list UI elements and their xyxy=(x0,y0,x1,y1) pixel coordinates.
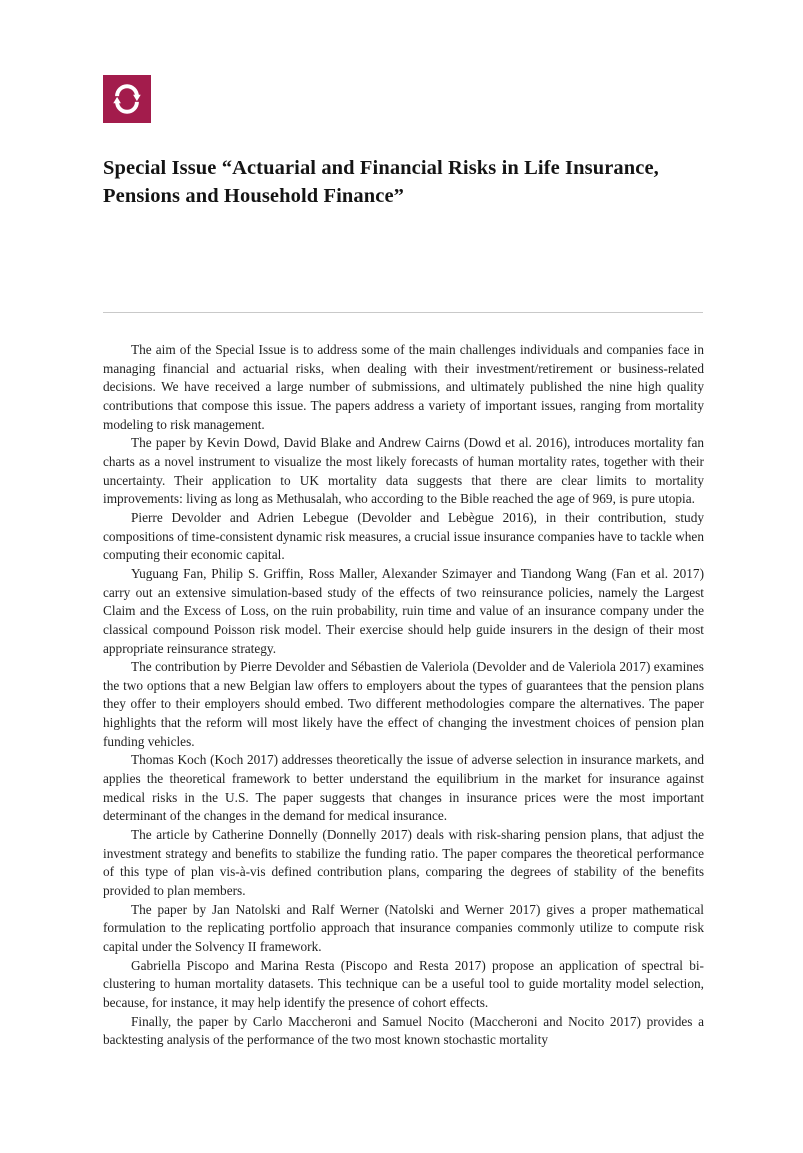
paragraph: The contribution by Pierre Devolder and Sébastien de Valeriola (Devolder and de Valeriola 2017) examines the two options that a new Belgian law offers to employers about the types of guarantees that the pension plans they offer to their employers should embed. Two different methodologies compare the alternatives. The paper highlights that the reform will most likely have the effect of changing the investment choices of pension plan funding vehicles. xyxy=(103,659,704,749)
paragraph: The paper by Kevin Dowd, David Blake and Andrew Cairns (Dowd et al. 2016), introduces mortality fan charts as a novel instrument to visualize the most likely forecasts of human mortality rates, together with their uncertainty. Their application to UK mortality data suggests that there are clear limits to mortality improvements: living as long as Methusalah, who according to the Bible reached the age of 969, is pure utopia. xyxy=(103,435,704,507)
paragraph: Thomas Koch (Koch 2017) addresses theoretically the issue of adverse selection in insurance markets, and applies the theoretical framework to better understand the equilibrium in the market for insurance against medical risks in the U.S. The paper suggests that changes in insurance prices were the most important determinant of the changes in the demand for medical insurance. xyxy=(103,752,704,824)
divider xyxy=(103,312,703,313)
cycle-arrows-icon xyxy=(110,82,144,116)
paragraph: Gabriella Piscopo and Marina Resta (Piscopo and Resta 2017) propose an application of spectral bi-clustering to human mortality datasets. This technique can be a useful tool to guide mortality model selection, because, for instance, it may help identify the presence of cohort effects. xyxy=(103,957,704,1010)
journal-logo xyxy=(103,75,151,123)
article-body xyxy=(103,341,704,1050)
paragraph: Yuguang Fan, Philip S. Griffin, Ross Maller, Alexander Szimayer and Tiandong Wang (Fan et al. 2017) carry out an extensive simulation-based study of the effects of two reinsurance policies, namely the Largest Claim and the Excess of Loss, on the ruin probability, ruin time and value of an insurance company under the classical compound Poisson risk model. Their exercise should help guide insurers in the design of their most appropriate reinsurance strategy. xyxy=(103,565,704,656)
paragraph: The aim of the Special Issue is to address some of the main challenges individuals and companies face in managing financial and actuarial risks, when dealing with their investment/retirement or business-related decisions. We have received a large number of submissions, and ultimately published the nine high quality contributions that compose this issue. The papers address a variety of important issues, ranging from mortality modeling to risk management. xyxy=(103,342,704,432)
paragraph: Pierre Devolder and Adrien Lebegue (Devolder and Lebègue 2016), in their contribution, study compositions of time-consistent dynamic risk measures, a crucial issue insurance companies have to tackle when computing their economic capital. xyxy=(103,509,704,563)
paragraph: Finally, the paper by Carlo Maccheroni and Samuel Nocito (Maccheroni and Nocito 2017) provides a backtesting analysis of the performance of the two most known stochastic mortality xyxy=(103,1013,704,1048)
page-title: Special Issue “Actuarial and Financial Risks in Life Insurance, Pensions and Household Finance” xyxy=(103,157,659,207)
paragraph: The paper by Jan Natolski and Ralf Werner (Natolski and Werner 2017) gives a proper mathematical formulation to the replicating portfolio approach that insurance companies commonly utilize to compute risk capital under the Solvency II framework. xyxy=(103,901,704,954)
paragraph: The article by Catherine Donnelly (Donnelly 2017) deals with risk-sharing pension plans, that adjust the investment strategy and benefits to stabilize the funding ratio. The paper compares the theoretical performance of this type of plan vis-à-vis defined contribution plans, comparing the degrees of stability of the benefits provided to plan members. xyxy=(103,827,704,899)
